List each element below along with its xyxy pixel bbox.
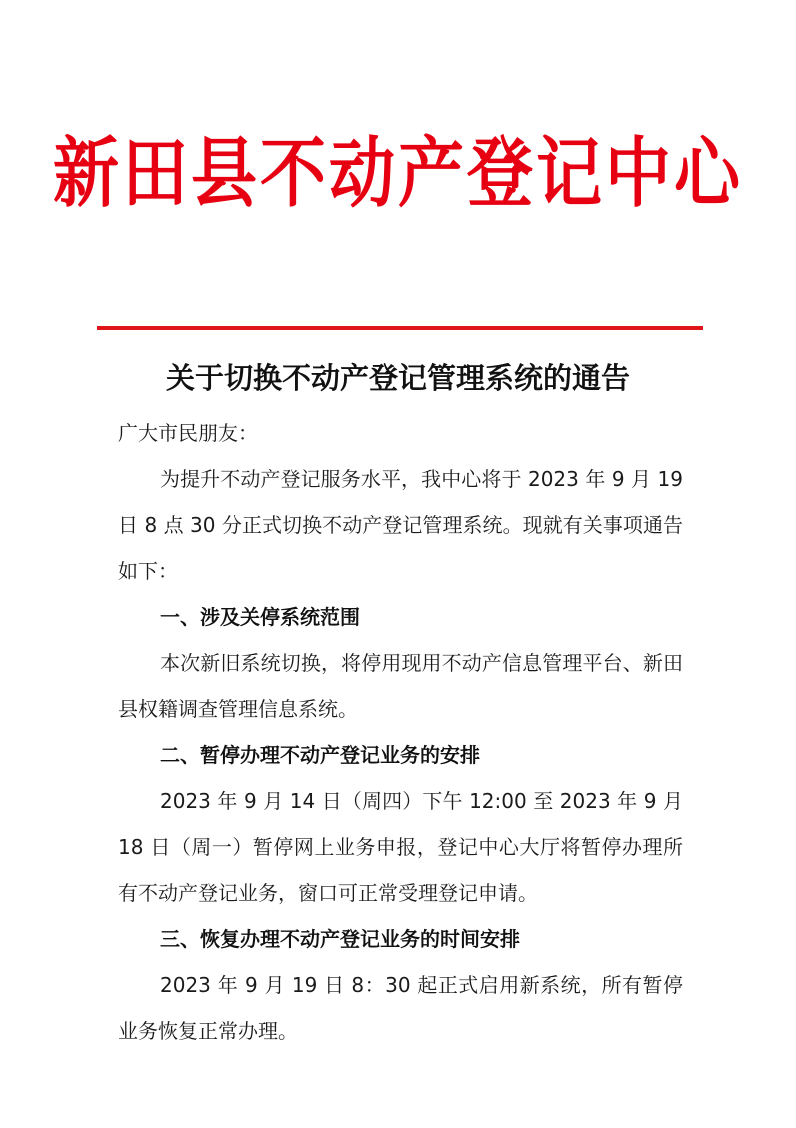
section-heading-2: 二、暂停办理不动产登记业务的安排 <box>160 743 480 767</box>
section-text-2: 2023 年 9 月 14 日（周四）下午 12:00 至 2023 年 9 月 18 日（周一）暂停网上业务申报，登记中心大厅将暂停办理所有不动产登记业务，窗口可正常受理登记申请。 <box>118 789 683 905</box>
salutation: 广大市民朋友： <box>118 421 258 445</box>
section-heading-3: 三、恢复办理不动产登记业务的时间安排 <box>160 927 520 951</box>
section-text-1: 本次新旧系统切换，将停用现用不动产信息管理平台、新田县权籍调查管理信息系统。 <box>118 651 683 721</box>
masthead-title: 新田县不动产登记中心 <box>53 128 743 219</box>
section-text-3: 2023 年 9 月 19 日 8：30 起正式启用新系统，所有暂停业务恢复正常办理。 <box>118 973 683 1043</box>
red-divider-line <box>97 326 703 330</box>
notice-title: 关于切换不动产登记管理系统的通告 <box>165 361 630 395</box>
intro-paragraph: 为提升不动产登记服务水平，我中心将于 2023 年 9 月 19 日 8 点 30 分正式切换不动产登记管理系统。现就有关事项通告如下： <box>118 467 683 583</box>
notice-body <box>118 410 683 1054</box>
section-heading-1: 一、涉及关停系统范围 <box>160 605 360 629</box>
